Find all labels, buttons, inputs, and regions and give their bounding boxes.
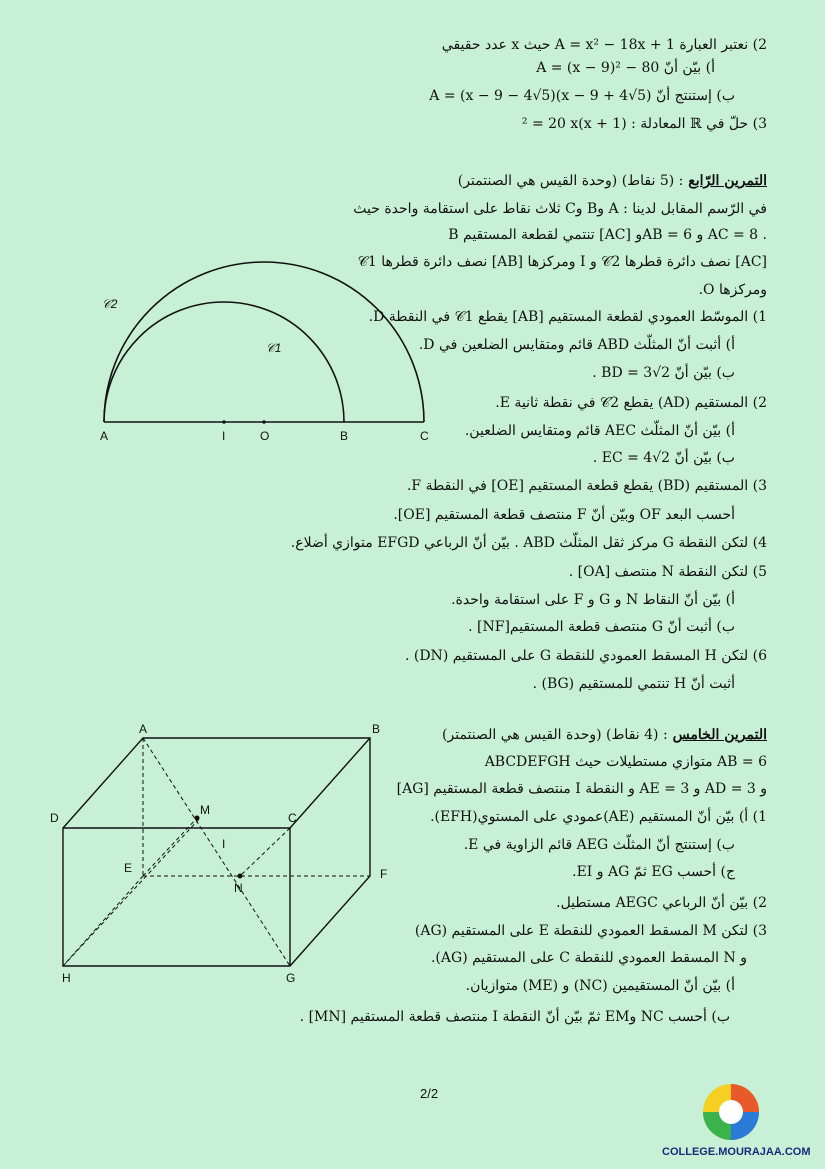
- edge-eh: [63, 876, 143, 966]
- question-2b: ب) إستنتج أنّ A = (x − 9 − 4√5)(x − 9 + 4√5): [429, 88, 735, 104]
- label-a: A: [100, 429, 109, 443]
- label-g: G: [286, 971, 296, 985]
- question-3: 3) حلّ في ℝ المعادلة : (x + 1)² = 20 x: [521, 116, 767, 132]
- label-c: C: [420, 429, 429, 443]
- ex4-line: 5) لتكن النقطة N منتصف [OA] .: [568, 564, 767, 580]
- label-b: B: [372, 722, 381, 736]
- ex5-line: 2) بيّن أنّ الرباعي AEGC مستطيل.: [556, 895, 767, 911]
- page-number: 2/2: [420, 1086, 439, 1101]
- ex5-line: و N المسقط العمودي للنقطة C على المستقيم (AG).: [430, 950, 747, 966]
- ex4-line: أ) بيّن أنّ المثلّث AEC قائم ومتقايس الضلعين.: [464, 423, 735, 439]
- label-c: C: [288, 811, 297, 825]
- ex4-line: أحسب البعد OF وبيّن أنّ F منتصف قطعة المستقيم [OE].: [393, 507, 735, 523]
- label-n: N: [234, 881, 243, 895]
- ex5-line: ج) أحسب EG ثمّ AG و EI.: [572, 864, 735, 880]
- ex4-line: ب) بيّن أنّ BD = 3√2 .: [592, 365, 735, 381]
- question-2: 2) نعتبر العبارة A = x² − 18x + 1 حيث x عدد حقيقي: [441, 37, 767, 53]
- site-url: COLLEGE.MOURAJAA.COM: [662, 1146, 811, 1158]
- ex4-line: في الرّسم المقابل لدينا : A وB وC ثلاث نقاط على استقامة واحدة حيث: [353, 201, 767, 217]
- ex4-line: B تنتمي لقطعة المستقيم [AC] وAB = 6 و AC = 8 .: [448, 227, 767, 243]
- ex4-line: 1) الموسّط العمودي لقطعة المستقيم [AB] يقطع 𝒞1 في النقطة D.: [368, 309, 767, 325]
- segment-em: [143, 818, 197, 876]
- site-logo: [690, 1076, 772, 1144]
- exercise-5-title: التمرين الخامس: [672, 727, 767, 743]
- label-m: M: [200, 803, 210, 817]
- ex4-line: 4) لتكن النقطة G مركز ثقل المثلّث ABD . بيّن أنّ الرباعي EFGD متوازي أضلاع.: [290, 535, 767, 551]
- ex4-line: 6) لتكن H المسقط العمودي للنقطة G على المستقيم (DN) .: [404, 648, 767, 664]
- ex5-line: ب) أحسب NC وEM ثمّ بيّن أنّ النقطة I منتصف قطعة المستقيم [MN] .: [299, 1009, 730, 1025]
- semicircle-figure: [0, 0, 460, 450]
- ex4-line: 2) المستقيم (AD) يقطع 𝒞2 في نقطة ثانية E.: [495, 395, 767, 411]
- exercise-5-points: : (4 نقاط) (وحدة القيس هي الصنتمتر): [442, 727, 668, 743]
- ex5-line: 1) أ) بيّن أنّ المستقيم (AE)عمودي على المستوي(EFH).: [430, 809, 767, 825]
- label-c1: 𝒞1: [266, 341, 282, 355]
- point-n: [238, 874, 243, 879]
- label-f: F: [380, 867, 388, 881]
- diagonal-hc: [63, 818, 200, 966]
- segment-cn: [240, 828, 290, 876]
- ex4-line: ب) بيّن أنّ EC = 4√2 .: [592, 450, 735, 466]
- label-i: I: [222, 837, 226, 851]
- label-a: A: [139, 722, 148, 736]
- point-o: [262, 420, 266, 424]
- ex4-line: ب) أثبت أنّ G منتصف قطعة المستقيم[NF] .: [468, 619, 735, 635]
- ex5-line: و AD = 3 و AE = 3 و النقطة I منتصف قطعة المستقيم [AG]: [396, 781, 767, 797]
- ex4-line: أثبت أنّ H تنتمي للمستقيم (BG) .: [532, 676, 735, 692]
- ex5-line: أ) بيّن أنّ المستقيمين (NC) و (ME) متوازيان.: [465, 978, 735, 994]
- label-h: H: [62, 971, 71, 985]
- label-i: I: [222, 429, 226, 443]
- cuboid-figure: [0, 700, 400, 990]
- exercise-4-heading: [458, 172, 767, 190]
- point-i: [222, 420, 226, 424]
- exercise-5-heading: [442, 726, 767, 744]
- question-2a: أ) بيّن أنّ A = (x − 9)² − 80: [536, 60, 715, 76]
- label-d: D: [50, 811, 59, 825]
- ex4-line: 3) المستقيم (BD) يقطع قطعة المستقيم [OE] في النقطة F.: [406, 478, 767, 494]
- label-b: B: [340, 429, 349, 443]
- point-m: [195, 816, 200, 821]
- label-e: E: [124, 861, 133, 875]
- ex5-line: ب) إستنتج أنّ المثلّث AEG قائم الزاوية في E.: [463, 837, 735, 853]
- exercise-4-title: التمرين الرّابع: [688, 173, 767, 189]
- diagonal-ag: [143, 738, 290, 966]
- ex4-line: أ) أثبت أنّ المثلّث ABD قائم ومتقايس الضلعين في D.: [418, 337, 735, 353]
- label-c2: 𝒞2: [102, 297, 118, 311]
- ex4-line: 𝒞1 نصف دائرة قطرها [AB] ومركزها I و 𝒞2 نصف دائرة قطرها [AC]: [357, 254, 767, 270]
- exercise-4-points: : (5 نقاط) (وحدة القيس هي الصنتمتر): [457, 173, 684, 189]
- ex5-line: ABCDEFGH متوازي مستطيلات حيث AB = 6: [484, 754, 767, 770]
- ex4-line: أ) بيّن أنّ النقاط N و G و F على استقامة واحدة.: [451, 592, 735, 608]
- label-o: O: [260, 429, 270, 443]
- ex5-line: 3) لتكن M المسقط العمودي للنقطة E على المستقيم (AG): [414, 923, 767, 939]
- semicircle-c2: [104, 262, 424, 422]
- ex4-line: ومركزها O.: [698, 282, 767, 298]
